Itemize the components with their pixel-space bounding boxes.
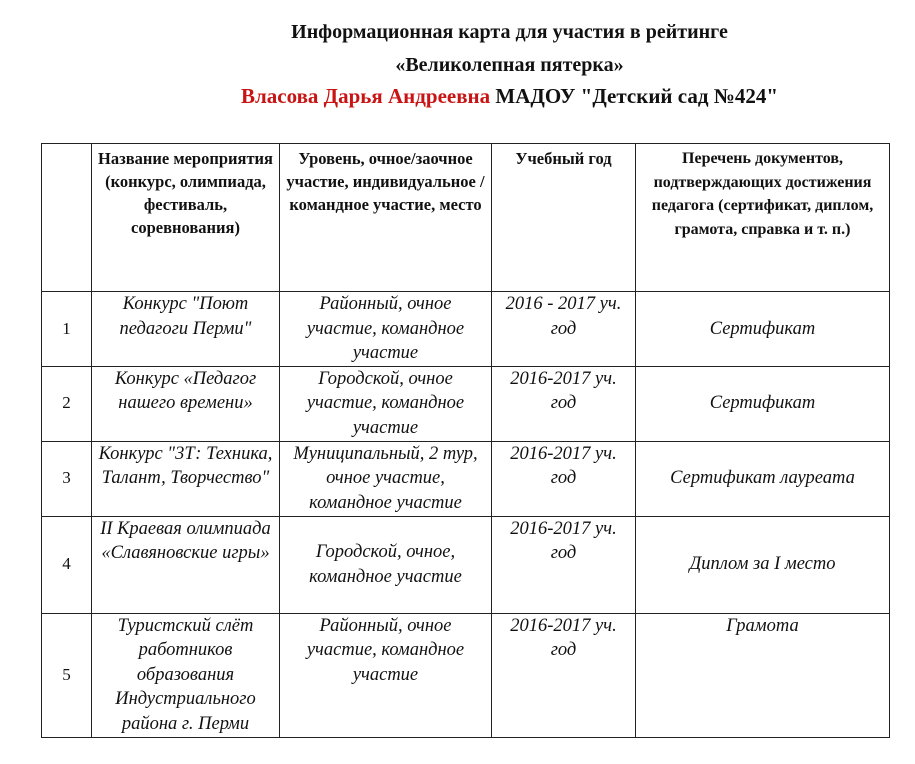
table-header-row — [42, 144, 890, 292]
rating-name: «Великолепная пятерка» — [395, 54, 624, 76]
row-level: Районный, очное участие, командное участие — [280, 613, 492, 737]
row-level: Районный, очное участие, командное участие — [280, 292, 492, 367]
table-row — [42, 613, 890, 737]
header-cell-year: Учебный год — [492, 144, 636, 292]
achievements-table — [41, 143, 890, 738]
row-number: 4 — [42, 516, 92, 613]
row-event: II Краевая олимпиада «Славяновские игры» — [92, 516, 280, 613]
participant-line — [52, 84, 915, 108]
row-event: Конкурс «Педагог нашего времени» — [92, 366, 280, 441]
row-number: 3 — [42, 441, 92, 516]
header-cell-documents: Перечень документов, подтверждающих достижения педагога (сертификат, диплом, грамота, справка и т. п.) — [636, 144, 890, 292]
organization-name: МАДОУ "Детский сад №424" — [495, 84, 778, 108]
header-cell-number — [42, 144, 92, 292]
participant-name: Власова Дарья Андреевна — [240, 84, 491, 108]
row-number: 1 — [42, 292, 92, 367]
row-year: 2016-2017 уч. год — [492, 441, 636, 516]
table-row — [42, 292, 890, 367]
row-year: 2016-2017 уч. год — [492, 516, 636, 613]
row-year: 2016-2017 уч. год — [492, 366, 636, 441]
row-year: 2016-2017 уч. год — [492, 613, 636, 737]
row-event: Конкурс "3Т: Техника, Талант, Творчество" — [92, 441, 280, 516]
row-event: Конкурс "Поют педагоги Перми" — [92, 292, 280, 367]
table-row — [42, 516, 890, 613]
table-row — [42, 366, 890, 441]
row-number: 2 — [42, 366, 92, 441]
row-year: 2016 - 2017 уч. год — [492, 292, 636, 367]
row-document: Сертификат — [636, 292, 890, 367]
table-row — [42, 441, 890, 516]
row-level: Городской, очное участие, командное участие — [280, 366, 492, 441]
row-level: Муниципальный, 2 тур, очное участие, командное участие — [280, 441, 492, 516]
row-level: Городской, очное, командное участие — [280, 516, 492, 613]
header-cell-level: Уровень, очное/заочное участие, индивидуальное /командное участие, место — [280, 144, 492, 292]
row-document: Сертификат лауреата — [636, 441, 890, 516]
row-document: Сертификат — [636, 366, 890, 441]
header-cell-event: Название мероприятия (конкурс, олимпиада, фестиваль, соревнования) — [92, 144, 280, 292]
row-number: 5 — [42, 613, 92, 737]
row-document: Грамота — [636, 613, 890, 737]
row-document: Диплом за I место — [636, 516, 890, 613]
row-event: Туристский слёт работников образования Индустриального района г. Перми — [92, 613, 280, 737]
document-title: Информационная карта для участия в рейтинге — [291, 21, 728, 43]
